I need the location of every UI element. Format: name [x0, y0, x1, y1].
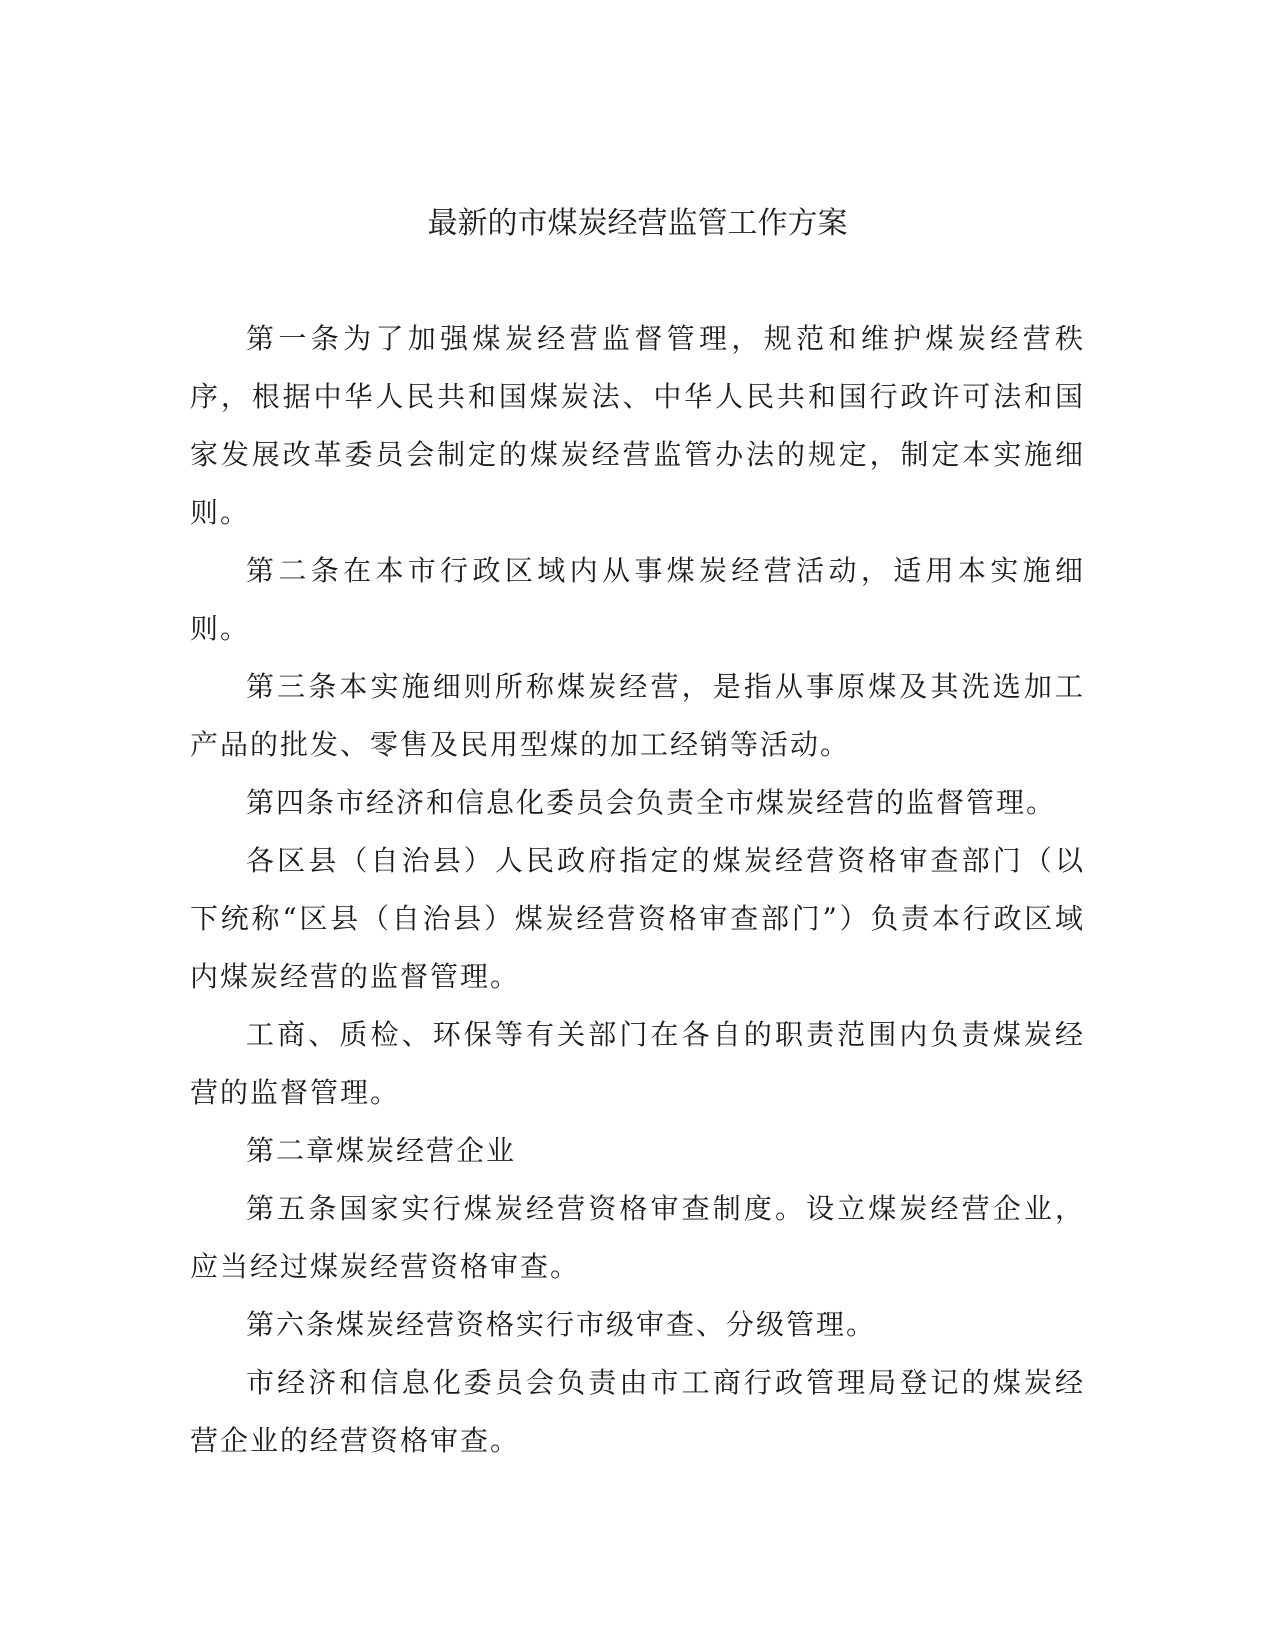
- paragraph-article-3: 第三条本实施细则所称煤炭经营，是指从事原煤及其洗选加工产品的批发、零售及民用型煤的加工经销等活动。: [190, 670, 1085, 761]
- paragraph-city-commission: 市经济和信息化委员会负责由市工商行政管理局登记的煤炭经营企业的经营资格审查。: [190, 1366, 1085, 1457]
- document-title: 最新的市煤炭经营监管工作方案: [427, 206, 848, 241]
- paragraph-article-2: 第二条在本市行政区域内从事煤炭经营活动，适用本实施细则。: [190, 554, 1085, 645]
- chapter-heading: 第二章煤炭经营企业: [246, 1134, 517, 1167]
- paragraph-article-6: 第六条煤炭经营资格实行市级审查、分级管理。: [246, 1308, 877, 1341]
- paragraph-article-4: 第四条市经济和信息化委员会负责全市煤炭经营的监督管理。: [246, 786, 1057, 819]
- paragraph-article-5: 第五条国家实行煤炭经营资格审查制度。设立煤炭经营企业，应当经过煤炭经营资格审查。: [190, 1192, 1085, 1283]
- paragraph-article-1: 第一条为了加强煤炭经营监督管理，规范和维护煤炭经营秩序，根据中华人民共和国煤炭法、中华人民共和国行政许可法和国家发展改革委员会制定的煤炭经营监管办法的规定，制定本实施细则。: [190, 322, 1085, 529]
- document-body: [190, 310, 1085, 1470]
- paragraph-county-departments: 各区县（自治县）人民政府指定的煤炭经营资格审查部门（以下统称“区县（自治县）煤炭经营资格审查部门”）负责本行政区域内煤炭经营的监督管理。: [190, 844, 1085, 993]
- paragraph-related-departments: 工商、质检、环保等有关部门在各自的职责范围内负责煤炭经营的监督管理。: [190, 1018, 1085, 1109]
